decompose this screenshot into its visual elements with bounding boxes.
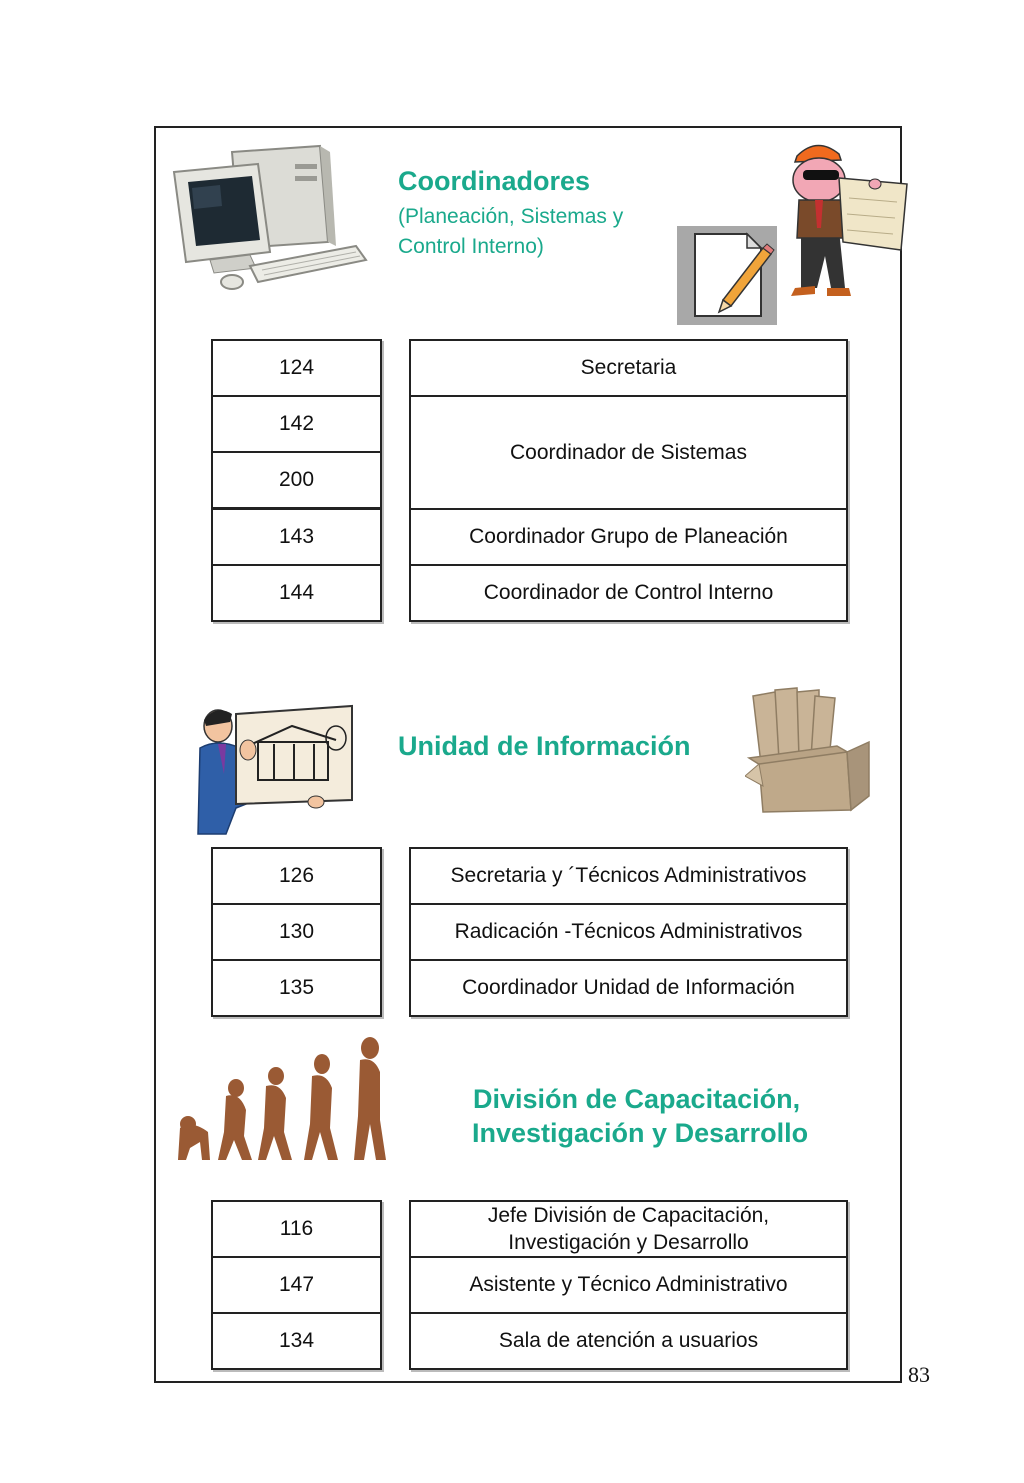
description-cell: Radicación -Técnicos Administrativos [409,903,848,961]
description-cell: Coordinador Grupo de Planeación [409,508,848,566]
human-evolution-icon [174,1036,394,1164]
extension-cell: 142 [211,395,382,453]
extension-cell: 143 [211,508,382,566]
extension-cell: 147 [211,1256,382,1314]
description-cell: Coordinador Unidad de Información [409,959,848,1017]
extension-cell: 116 [211,1200,382,1258]
cardboard-box-icon [745,686,871,814]
section-title-division-line-1: División de Capacitación, [473,1084,801,1114]
extension-cell: 130 [211,903,382,961]
section-subtitle-line-2: Control Interno) [398,235,544,258]
description-cell: Coordinador de Sistemas [409,395,848,510]
man-with-picture-icon [196,704,356,836]
engineer-with-plans-icon [783,138,911,298]
extension-cell: 134 [211,1312,382,1370]
extension-cell: 124 [211,339,382,397]
computer-icon [170,142,370,292]
extension-cell: 126 [211,847,382,905]
section-title-coordinadores: Coordinadores [398,166,591,196]
extension-cell: 200 [211,451,382,509]
description-cell: Coordinador de Control Interno [409,564,848,622]
section-subtitle-line-1: (Planeación, Sistemas y [398,205,624,228]
pencil-document-icon [677,226,777,325]
extension-cell: 135 [211,959,382,1017]
description-cell: Asistente y Técnico Administrativo [409,1256,848,1314]
section-title-division-line-2: Investigación y Desarrollo [472,1118,809,1148]
section-title-unidad: Unidad de Información [398,731,691,761]
extension-cell: 144 [211,564,382,622]
page-number: 83 [908,1362,930,1387]
description-cell: Secretaria [409,339,848,397]
description-cell: Secretaria y ´Técnicos Administrativos [409,847,848,905]
description-cell: Sala de atención a usuarios [409,1312,848,1370]
description-cell: Jefe División de Capacitación, Investigación y Desarrollo [409,1200,848,1258]
